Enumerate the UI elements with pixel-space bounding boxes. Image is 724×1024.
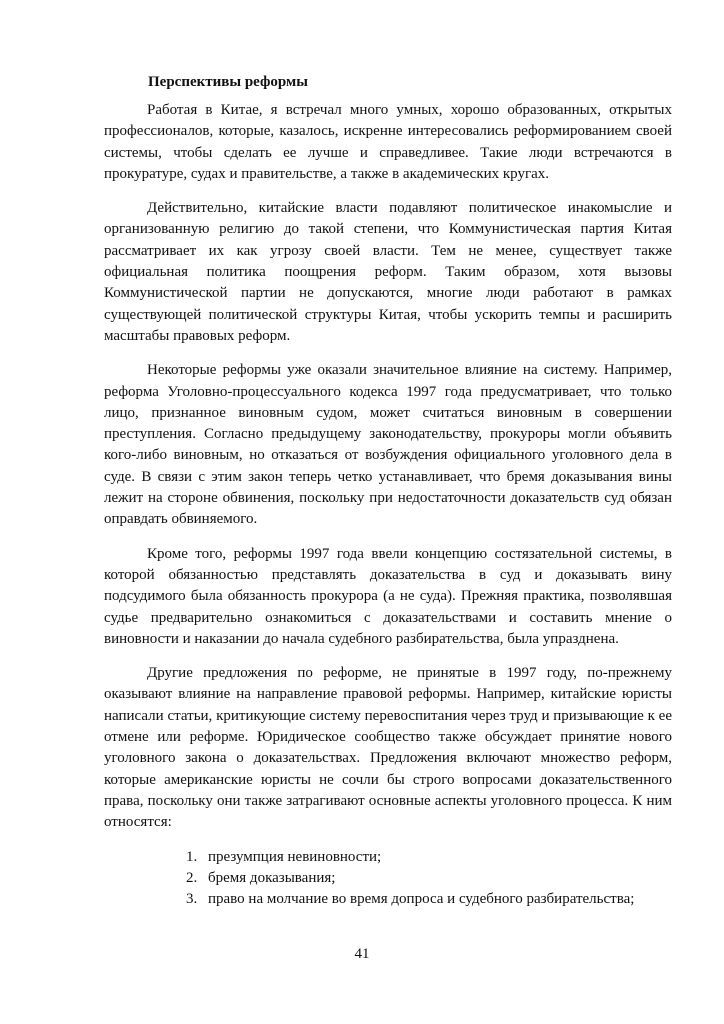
list-item bbox=[186, 868, 672, 889]
list-item-number: 3. bbox=[186, 891, 198, 908]
page-number: 41 bbox=[354, 946, 370, 962]
paragraph-1: Работая в Китае, я встречал много умных, хорошо образованных, открытых профессионалов, которые, казалось, искренне интересовались реформированием своей системы, чтобы сделать ее лучше и справедливее. Такие люди встречаются в прокуратуре, судах и правительстве, а также в академических кругах. bbox=[104, 102, 672, 182]
list-item-text: презумпция невиновности; bbox=[208, 848, 382, 865]
list-item-number: 2. bbox=[186, 869, 198, 886]
list-item bbox=[186, 889, 672, 910]
list-item-number: 1. bbox=[186, 848, 198, 865]
page-body bbox=[104, 72, 672, 910]
list-item-text: право на молчание во время допроса и судебного разбирательства; bbox=[208, 891, 635, 908]
numbered-list bbox=[104, 847, 672, 911]
list-item bbox=[186, 847, 672, 868]
list-item-text: бремя доказывания; bbox=[208, 869, 336, 886]
section-heading: Перспективы реформы bbox=[148, 74, 308, 90]
paragraph-3: Некоторые реформы уже оказали значительное влияние на систему. Например, реформа Уголовно-процессуального кодекса 1997 года предусматривает, что только лицо, признанное виновным судом, может считаться виновным в совершении преступления. Согласно предыдущему законодательству, прокуроры могли объявить кого-либо виновным, но отказаться от возбуждения официального уголовного дела в суде. В связи с этим закон теперь четко устанавливает, что бремя доказывания вины лежит на стороне обвинения, поскольку при недостаточности доказательств суд обязан оправдать обвиняемого. bbox=[104, 362, 672, 528]
paragraph-5: Другие предложения по реформе, не принятые в 1997 году, по-прежнему оказывают влияние на направление правовой реформы. Например, китайские юристы написали статьи, критикующие систему перевоспитания через труд и призывающие к ее отмене или реформе. Юридическое сообщество также обсуждает принятие нового уголовного закона о доказательствах. Предложения включают множество реформ, которые американские юристы не сочли бы строго вопросами доказательственного права, поскольку они также затрагивают основные аспекты уголовного процесса. К ним относятся: bbox=[104, 665, 672, 831]
paragraph-4: Кроме того, реформы 1997 года ввели концепцию состязательной системы, в которой обязанностью представлять доказательства в суд и доказывать вину подсудимого была обязанность прокурора (а не суда). Прежняя практика, позволявшая судье предварительно ознакомиться с доказательствами и составить мнение о виновности и наказании до начала судебного разбирательства, была упразднена. bbox=[104, 545, 672, 647]
paragraph-2: Действительно, китайские власти подавляют политическое инакомыслие и организованную религию до такой степени, что Коммунистическая партия Китая рассматривает их как угрозу своей власти. Тем не менее, существует также официальная политика поощрения реформ. Таким образом, хотя вызовы Коммунистической партии не допускаются, многие люди работают в рамках существующей политической структуры Китая, чтобы ускорить темпы и расширить масштабы правовых реформ. bbox=[104, 200, 672, 344]
